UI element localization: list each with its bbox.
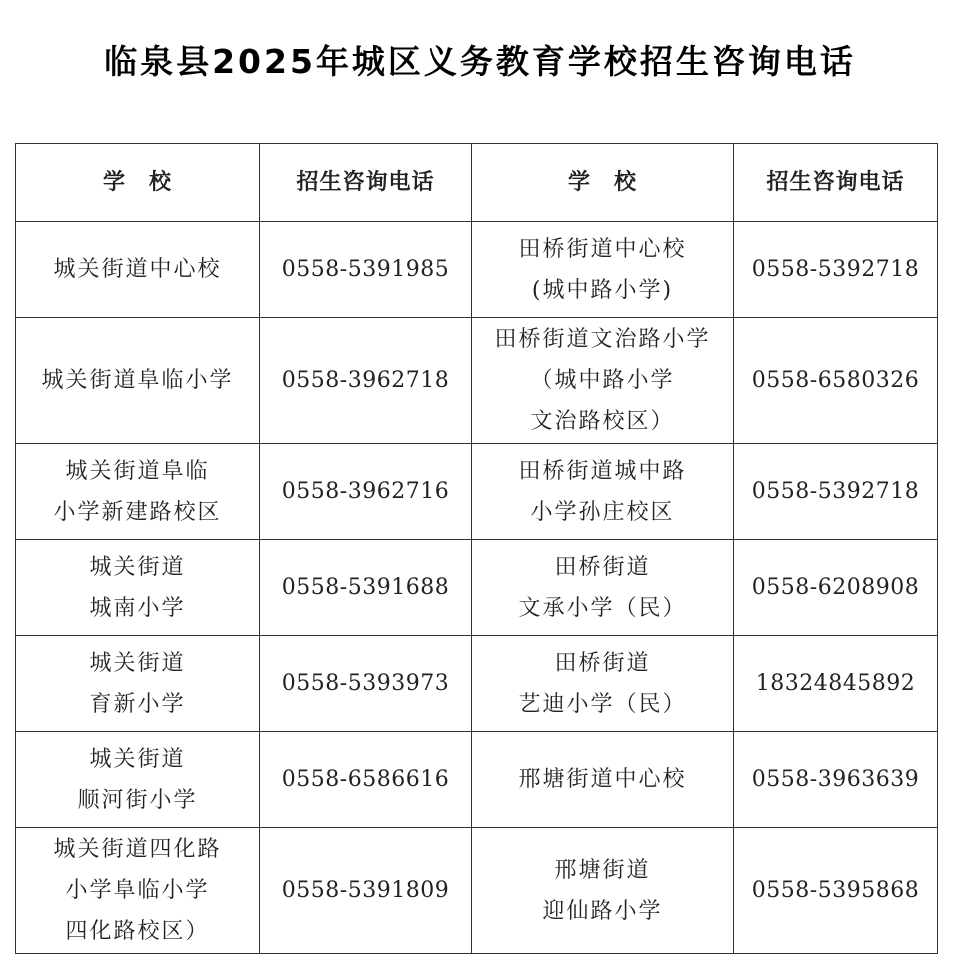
left-school-name-line: 城关街道 [89, 554, 186, 580]
table-row [16, 444, 938, 540]
table-row [16, 318, 938, 444]
table-row [16, 222, 938, 318]
right-school-name-line: （城中路小学 [530, 368, 675, 393]
right-phone-cell: 0558-5392718 [734, 444, 938, 540]
right-school-name-line: 田桥街道城中路 [518, 458, 687, 484]
table-row [16, 732, 938, 828]
left-school-name-line: 城关街道阜临小学 [41, 368, 234, 393]
left-school-name-line: 小学阜临小学 [65, 878, 210, 903]
left-school-name-line: 城关街道阜临 [65, 458, 210, 484]
enrollment-phone-table [15, 143, 938, 954]
left-school-name-line: 城关街道 [89, 746, 186, 772]
right-school-cell [472, 222, 734, 318]
right-school-name-line: 迎仙路小学 [542, 898, 663, 924]
table-header-row [16, 144, 938, 222]
left-school-cell [16, 732, 260, 828]
table-row [16, 540, 938, 636]
right-school-name-line: 文承小学（民） [518, 595, 687, 621]
left-school-name-line: 四化路校区） [65, 919, 210, 944]
left-school-cell [16, 444, 260, 540]
right-school-cell [472, 732, 734, 828]
left-phone-cell: 0558-5391809 [260, 828, 472, 954]
table-row [16, 636, 938, 732]
left-phone-cell: 0558-6586616 [260, 732, 472, 828]
right-school-name-line: 邢塘街道中心校 [518, 767, 687, 792]
left-school-cell [16, 828, 260, 954]
right-phone-cell: 0558-6208908 [734, 540, 938, 636]
left-school-name-line: 城关街道 [89, 650, 186, 676]
right-school-cell [472, 318, 734, 444]
left-school-name-line: 城关街道四化路 [53, 837, 222, 862]
right-school-name-line: 小学孙庄校区 [530, 499, 675, 525]
right-phone-cell: 18324845892 [734, 636, 938, 732]
table-row [16, 828, 938, 954]
page-title: 临泉县2025年城区义务教育学校招生咨询电话 [104, 42, 856, 81]
left-school-name-line: 小学新建路校区 [53, 499, 222, 525]
header-school-right: 学 校 [472, 144, 734, 222]
table-body [16, 222, 938, 954]
right-phone-cell: 0558-6580326 [734, 318, 938, 444]
right-school-cell [472, 444, 734, 540]
right-school-name-line: 田桥街道中心校 [518, 236, 687, 262]
left-school-name-line: 顺河街小学 [77, 787, 198, 813]
right-phone-cell: 0558-5392718 [734, 222, 938, 318]
right-school-name-line: 邢塘街道 [554, 857, 651, 883]
right-school-name-line: 田桥街道文治路小学 [494, 327, 711, 352]
right-school-name-line: 艺迪小学（民） [518, 691, 687, 717]
left-school-cell [16, 540, 260, 636]
header-phone-right: 招生咨询电话 [734, 144, 938, 222]
left-school-name-line: 育新小学 [89, 691, 186, 717]
left-phone-cell: 0558-3962718 [260, 318, 472, 444]
left-phone-cell: 0558-5391688 [260, 540, 472, 636]
left-school-cell [16, 636, 260, 732]
left-phone-cell: 0558-5393973 [260, 636, 472, 732]
header-school-left: 学 校 [16, 144, 260, 222]
left-school-name-line: 城南小学 [89, 595, 186, 621]
right-school-cell [472, 540, 734, 636]
header-phone-left: 招生咨询电话 [260, 144, 472, 222]
right-school-name-line: 田桥街道 [554, 650, 651, 676]
left-phone-cell: 0558-5391985 [260, 222, 472, 318]
left-school-cell [16, 318, 260, 444]
right-phone-cell: 0558-3963639 [734, 732, 938, 828]
left-school-name-line: 城关街道中心校 [53, 257, 222, 282]
left-school-cell [16, 222, 260, 318]
right-school-cell [472, 828, 734, 954]
right-school-cell [472, 636, 734, 732]
right-phone-cell: 0558-5395868 [734, 828, 938, 954]
left-phone-cell: 0558-3962716 [260, 444, 472, 540]
right-school-name-line: 田桥街道 [554, 554, 651, 580]
right-school-name-line: 文治路校区） [530, 409, 675, 434]
right-school-name-line: (城中路小学) [531, 277, 674, 303]
